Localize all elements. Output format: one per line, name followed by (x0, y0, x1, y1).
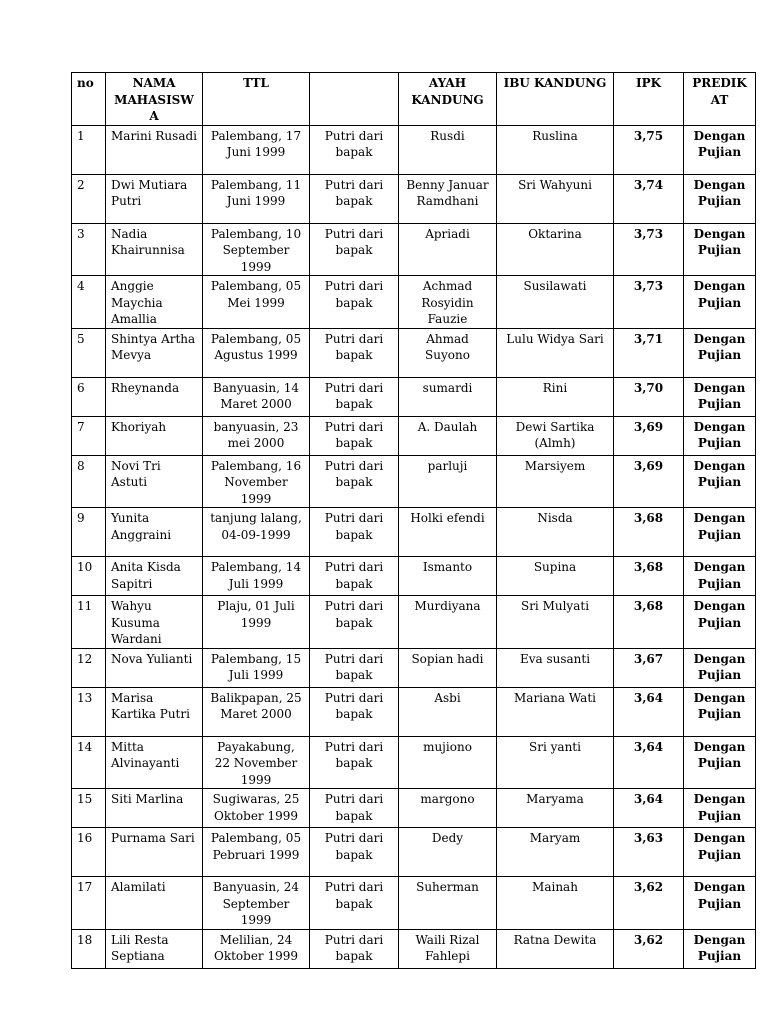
relation-note: Putri dari bapak (310, 276, 399, 329)
gpa-value: 3,68 (614, 557, 684, 596)
row-number: 7 (72, 416, 106, 455)
row-number: 9 (72, 508, 106, 557)
relation-note: Putri dari bapak (310, 328, 399, 377)
relation-note: Putri dari bapak (310, 736, 399, 789)
relation-note: Putri dari bapak (310, 596, 399, 649)
birth-place-date: Payakabung, 22 November 1999 (203, 736, 310, 789)
father-name: sumardi (399, 377, 497, 416)
student-name: Alamilati (106, 877, 203, 930)
row-number: 5 (72, 328, 106, 377)
father-name: parluji (399, 455, 497, 508)
predicate: Dengan Pujian (684, 328, 756, 377)
relation-note: Putri dari bapak (310, 125, 399, 174)
table-row (72, 596, 756, 649)
row-number: 3 (72, 223, 106, 276)
birth-place-date: Palembang, 11 Juni 1999 (203, 174, 310, 223)
father-name: Waili Rizal Fahlepi (399, 929, 497, 968)
row-number: 13 (72, 687, 106, 736)
predicate: Dengan Pujian (684, 377, 756, 416)
header-ibu: IBU KANDUNG (497, 73, 614, 126)
mother-name: Ruslina (497, 125, 614, 174)
predicate: Dengan Pujian (684, 455, 756, 508)
father-name: margono (399, 789, 497, 828)
mother-name: Nisda (497, 508, 614, 557)
mother-name: Mariana Wati (497, 687, 614, 736)
table-row (72, 929, 756, 968)
birth-place-date: Palembang, 14 Juli 1999 (203, 557, 310, 596)
predicate: Dengan Pujian (684, 416, 756, 455)
mother-name: Rini (497, 377, 614, 416)
gpa-value: 3,64 (614, 687, 684, 736)
mother-name: Sri yanti (497, 736, 614, 789)
row-number: 8 (72, 455, 106, 508)
student-name: Siti Marlina (106, 789, 203, 828)
predicate: Dengan Pujian (684, 174, 756, 223)
row-number: 17 (72, 877, 106, 930)
student-name: Anita Kisda Sapitri (106, 557, 203, 596)
relation-note: Putri dari bapak (310, 877, 399, 930)
predicate: Dengan Pujian (684, 596, 756, 649)
mother-name: Susilawati (497, 276, 614, 329)
header-nama: NAMA MAHASISW A (106, 73, 203, 126)
mother-name: Oktarina (497, 223, 614, 276)
gpa-value: 3,62 (614, 929, 684, 968)
mother-name: Marsiyem (497, 455, 614, 508)
table-row (72, 125, 756, 174)
relation-note: Putri dari bapak (310, 789, 399, 828)
header-ttl: TTL (203, 73, 310, 126)
table-row (72, 877, 756, 930)
gpa-value: 3,74 (614, 174, 684, 223)
student-name: Wahyu Kusuma Wardani (106, 596, 203, 649)
table-row (72, 789, 756, 828)
relation-note: Putri dari bapak (310, 377, 399, 416)
gpa-value: 3,64 (614, 789, 684, 828)
gpa-value: 3,62 (614, 877, 684, 930)
table-row (72, 223, 756, 276)
father-name: Rusdi (399, 125, 497, 174)
relation-note: Putri dari bapak (310, 929, 399, 968)
student-name: Lili Resta Septiana (106, 929, 203, 968)
gpa-value: 3,73 (614, 223, 684, 276)
student-name: Nadia Khairunnisa (106, 223, 203, 276)
mother-name: Eva susanti (497, 648, 614, 687)
mother-name: Lulu Widya Sari (497, 328, 614, 377)
student-name: Mitta Alvinayanti (106, 736, 203, 789)
birth-place-date: Melilian, 24 Oktober 1999 (203, 929, 310, 968)
birth-place-date: Palembang, 05 Pebruari 1999 (203, 828, 310, 877)
gpa-value: 3,70 (614, 377, 684, 416)
gpa-value: 3,67 (614, 648, 684, 687)
row-number: 10 (72, 557, 106, 596)
mother-name: Ratna Dewita (497, 929, 614, 968)
father-name: mujiono (399, 736, 497, 789)
predicate: Dengan Pujian (684, 687, 756, 736)
student-table (71, 72, 756, 969)
student-name: Marini Rusadi (106, 125, 203, 174)
birth-place-date: Palembang, 05 Agustus 1999 (203, 328, 310, 377)
gpa-value: 3,75 (614, 125, 684, 174)
father-name: Apriadi (399, 223, 497, 276)
birth-place-date: Palembang, 10 September 1999 (203, 223, 310, 276)
relation-note: Putri dari bapak (310, 416, 399, 455)
predicate: Dengan Pujian (684, 828, 756, 877)
predicate: Dengan Pujian (684, 648, 756, 687)
student-name: Anggie Maychia Amallia (106, 276, 203, 329)
header-predikat: PREDIK AT (684, 73, 756, 126)
student-name: Purnama Sari (106, 828, 203, 877)
birth-place-date: Palembang, 05 Mei 1999 (203, 276, 310, 329)
birth-place-date: Balikpapan, 25 Maret 2000 (203, 687, 310, 736)
gpa-value: 3,71 (614, 328, 684, 377)
row-number: 4 (72, 276, 106, 329)
relation-note: Putri dari bapak (310, 455, 399, 508)
header-row (72, 73, 756, 126)
father-name: Holki efendi (399, 508, 497, 557)
header-no: no (72, 73, 106, 126)
table-row (72, 455, 756, 508)
table-row (72, 508, 756, 557)
student-name: Marisa Kartika Putri (106, 687, 203, 736)
father-name: Achmad Rosyidin Fauzie (399, 276, 497, 329)
father-name: Murdiyana (399, 596, 497, 649)
row-number: 15 (72, 789, 106, 828)
gpa-value: 3,64 (614, 736, 684, 789)
mother-name: Dewi Sartika (Almh) (497, 416, 614, 455)
table-row (72, 174, 756, 223)
predicate: Dengan Pujian (684, 877, 756, 930)
mother-name: Mainah (497, 877, 614, 930)
table-row (72, 687, 756, 736)
row-number: 16 (72, 828, 106, 877)
relation-note: Putri dari bapak (310, 508, 399, 557)
relation-note: Putri dari bapak (310, 223, 399, 276)
mother-name: Maryam (497, 828, 614, 877)
gpa-value: 3,69 (614, 455, 684, 508)
header-ayah: AYAH KANDUNG (399, 73, 497, 126)
student-name: Yunita Anggraini (106, 508, 203, 557)
relation-note: Putri dari bapak (310, 174, 399, 223)
table-row (72, 736, 756, 789)
table-row (72, 276, 756, 329)
predicate: Dengan Pujian (684, 276, 756, 329)
predicate: Dengan Pujian (684, 125, 756, 174)
father-name: Dedy (399, 828, 497, 877)
father-name: Asbi (399, 687, 497, 736)
student-name: Nova Yulianti (106, 648, 203, 687)
birth-place-date: tanjung lalang, 04-09-1999 (203, 508, 310, 557)
table-row (72, 377, 756, 416)
father-name: Suherman (399, 877, 497, 930)
predicate: Dengan Pujian (684, 929, 756, 968)
father-name: Ismanto (399, 557, 497, 596)
row-number: 14 (72, 736, 106, 789)
father-name: A. Daulah (399, 416, 497, 455)
father-name: Ahmad Suyono (399, 328, 497, 377)
mother-name: Supina (497, 557, 614, 596)
father-name: Benny Januar Ramdhani (399, 174, 497, 223)
student-name: Novi Tri Astuti (106, 455, 203, 508)
birth-place-date: banyuasin, 23 mei 2000 (203, 416, 310, 455)
row-number: 6 (72, 377, 106, 416)
birth-place-date: Sugiwaras, 25 Oktober 1999 (203, 789, 310, 828)
row-number: 11 (72, 596, 106, 649)
birth-place-date: Banyuasin, 24 September 1999 (203, 877, 310, 930)
gpa-value: 3,69 (614, 416, 684, 455)
student-name: Rheynanda (106, 377, 203, 416)
mother-name: Sri Wahyuni (497, 174, 614, 223)
birth-place-date: Banyuasin, 14 Maret 2000 (203, 377, 310, 416)
row-number: 1 (72, 125, 106, 174)
birth-place-date: Plaju, 01 Juli 1999 (203, 596, 310, 649)
predicate: Dengan Pujian (684, 789, 756, 828)
relation-note: Putri dari bapak (310, 557, 399, 596)
mother-name: Maryama (497, 789, 614, 828)
father-name: Sopian hadi (399, 648, 497, 687)
row-number: 18 (72, 929, 106, 968)
predicate: Dengan Pujian (684, 557, 756, 596)
birth-place-date: Palembang, 15 Juli 1999 (203, 648, 310, 687)
header-ipk: IPK (614, 73, 684, 126)
relation-note: Putri dari bapak (310, 828, 399, 877)
predicate: Dengan Pujian (684, 736, 756, 789)
table-row (72, 828, 756, 877)
relation-note: Putri dari bapak (310, 687, 399, 736)
row-number: 2 (72, 174, 106, 223)
birth-place-date: Palembang, 17 Juni 1999 (203, 125, 310, 174)
relation-note: Putri dari bapak (310, 648, 399, 687)
student-name: Shintya Artha Mevya (106, 328, 203, 377)
mother-name: Sri Mulyati (497, 596, 614, 649)
student-name: Khoriyah (106, 416, 203, 455)
table-row (72, 557, 756, 596)
header-keterangan (310, 73, 399, 126)
predicate: Dengan Pujian (684, 223, 756, 276)
birth-place-date: Palembang, 16 November 1999 (203, 455, 310, 508)
student-name: Dwi Mutiara Putri (106, 174, 203, 223)
predicate: Dengan Pujian (684, 508, 756, 557)
gpa-value: 3,73 (614, 276, 684, 329)
row-number: 12 (72, 648, 106, 687)
gpa-value: 3,68 (614, 508, 684, 557)
gpa-value: 3,68 (614, 596, 684, 649)
gpa-value: 3,63 (614, 828, 684, 877)
table-row (72, 328, 756, 377)
table-row (72, 648, 756, 687)
table-row (72, 416, 756, 455)
